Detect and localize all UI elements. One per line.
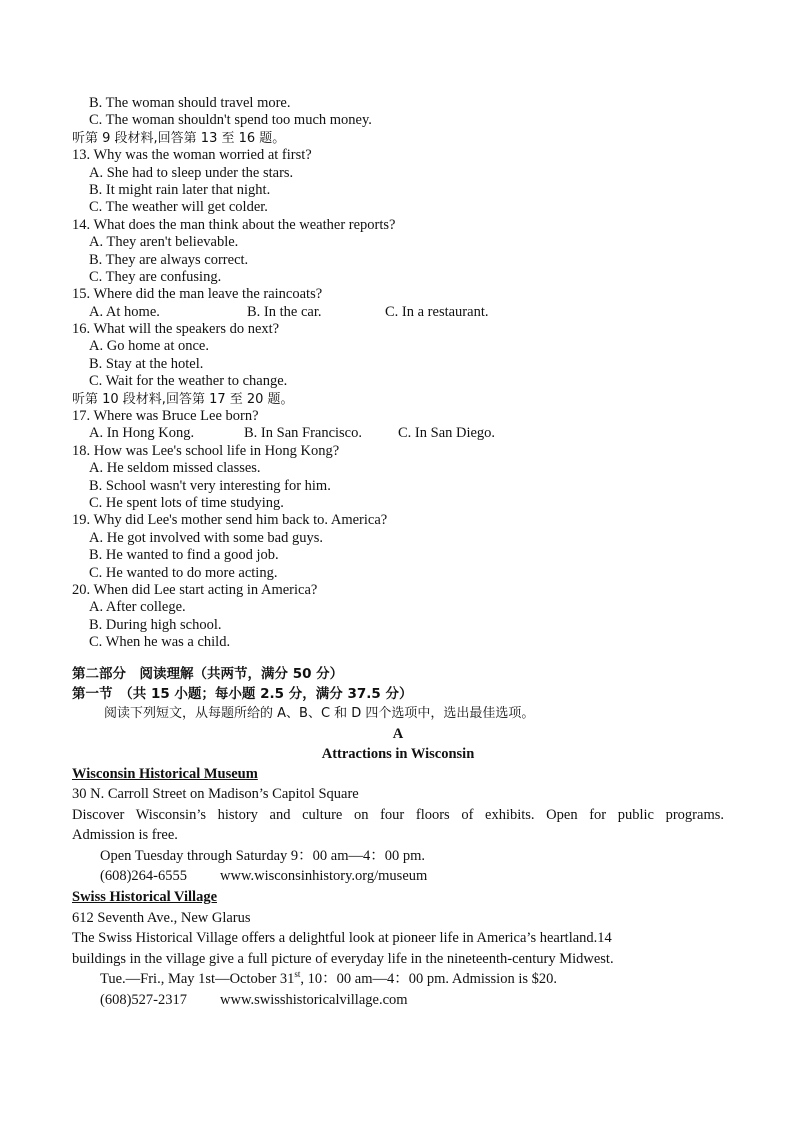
q18-option-c: C. He spent lots of time studying.: [89, 494, 284, 511]
q19-option-c: C. He wanted to do more acting.: [89, 564, 278, 581]
q13-option-b: B. It might rain later that night.: [89, 181, 271, 198]
q13-stem: 13. Why was the woman worried at first?: [72, 147, 312, 164]
museum-phone: (608)264-6555: [100, 868, 187, 885]
q15-option-a: A. At home.: [89, 303, 160, 320]
museum-description-line2: Admission is free.: [72, 827, 178, 844]
village-contact: [72, 990, 724, 1011]
q16-stem: 16. What will the speakers do next?: [72, 321, 280, 338]
q20-option-a: A. After college.: [89, 599, 186, 616]
q15-stem: 15. Where did the man leave the raincoats?: [72, 286, 323, 303]
museum-contact: [72, 866, 724, 887]
q20-option-c: C. When he was a child.: [89, 634, 231, 651]
q14-option-a: A. They aren't believable.: [89, 234, 239, 251]
q14-option-c: C. They are confusing.: [89, 268, 222, 285]
q13-option-a: A. She had to sleep under the stars.: [89, 164, 294, 181]
q19-option-a: A. He got involved with some bad guys.: [89, 529, 323, 546]
q20-option-b: B. During high school.: [89, 616, 222, 633]
village-description-line2: buildings in the village give a full picture of everyday life in the nineteenth-century Midwest.: [72, 950, 614, 967]
q15-options: [72, 304, 724, 321]
section10-instruction: 听第 10 段材料,回答第 17 至 20 题。: [72, 391, 294, 407]
q16-option-b: B. Stay at the hotel.: [89, 355, 204, 372]
q14-option-b: B. They are always correct.: [89, 251, 249, 268]
exam-page: [72, 95, 724, 1011]
village-description-line1: The Swiss Historical Village offers a delightful look at pioneer life in America’s heartland.14: [72, 930, 612, 947]
q18-option-a: A. He seldom missed classes.: [89, 460, 261, 477]
q17-options: [72, 425, 724, 442]
village-website: www.swisshistoricalvillage.com: [220, 992, 408, 1009]
village-address: 612 Seventh Ave., New Glarus: [72, 909, 251, 926]
section9-instruction: 听第 9 段材料,回答第 13 至 16 题。: [72, 130, 286, 146]
reading-part-title: 第二部分 阅读理解（共两节，满分 50 分）: [72, 665, 344, 682]
museum-description-line1: Discover Wisconsin’s history and culture on four floors of exhibits. Open for public programs.: [72, 806, 724, 823]
q17-option-a: A. In Hong Kong.: [89, 425, 195, 442]
q17-option-c: C. In San Diego.: [398, 425, 496, 442]
q14-stem: 14. What does the man think about the weather reports?: [72, 216, 396, 233]
village-hours-superscript: st: [294, 969, 301, 980]
village-name: Swiss Historical Village: [72, 889, 217, 906]
q19-stem: 19. Why did Lee's mother send him back to. America?: [72, 512, 388, 529]
reading-instruction: 阅读下列短文，从每题所给的 A、B、C 和 D 四个选项中，选出最佳选项。: [104, 705, 535, 721]
reading-section-title: 第一节 （共 15 小题；每小题 2.5 分，满分 37.5 分）: [72, 685, 413, 702]
q18-stem: 18. How was Lee's school life in Hong Kong?: [72, 442, 340, 459]
q16-option-a: A. Go home at once.: [89, 338, 209, 355]
village-phone: (608)527-2317: [100, 992, 187, 1009]
q12-option-c: C. The woman shouldn't spend too much money.: [89, 112, 372, 129]
museum-address: 30 N. Carroll Street on Madison’s Capitol Square: [72, 786, 359, 803]
q16-option-c: C. Wait for the weather to change.: [89, 373, 288, 390]
q13-option-c: C. The weather will get colder.: [89, 199, 268, 216]
village-hours: [72, 969, 724, 990]
passage-title: Attractions in Wisconsin: [321, 745, 475, 762]
q12-option-b: B. The woman should travel more.: [89, 95, 291, 111]
q19-option-b: B. He wanted to find a good job.: [89, 547, 279, 564]
museum-website: www.wisconsinhistory.org/museum: [220, 868, 428, 885]
q15-option-b: B. In the car.: [247, 303, 322, 320]
q17-option-b: B. In San Francisco.: [244, 425, 362, 442]
q17-stem: 17. Where was Bruce Lee born?: [72, 408, 259, 425]
passage-letter: A: [392, 725, 404, 742]
q18-option-b: B. School wasn't very interesting for him.: [89, 477, 331, 494]
village-hours-end: , 10：00 am—4：00 pm. Admission is $20.: [300, 971, 558, 988]
q15-option-c: C. In a restaurant.: [385, 303, 489, 320]
village-hours-start: Tue.—Fri., May 1st—October 31: [100, 971, 295, 988]
q20-stem: 20. When did Lee start acting in America?: [72, 581, 318, 598]
museum-name: Wisconsin Historical Museum: [72, 765, 258, 782]
museum-hours: Open Tuesday through Saturday 9：00 am—4：00 pm.: [100, 847, 426, 864]
